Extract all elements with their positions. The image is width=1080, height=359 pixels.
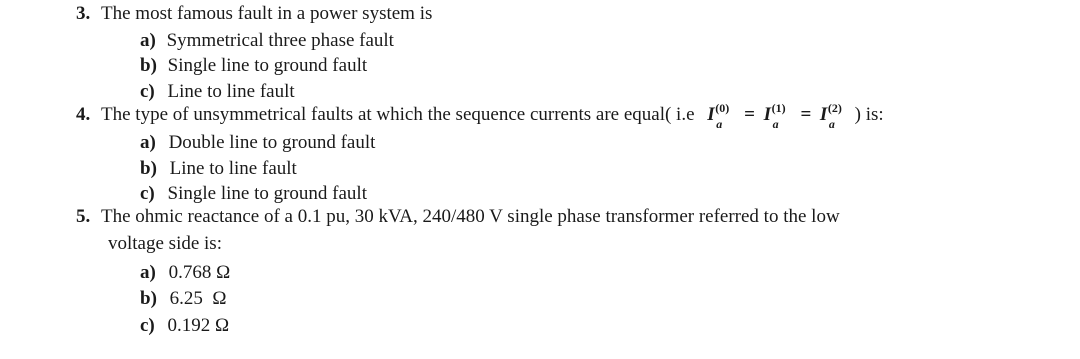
current-symbol: I <box>763 104 771 125</box>
question-number: 5. <box>76 206 91 227</box>
question-text: The type of unsymmetrical faults at which the sequence currents are equal( i.e <box>101 104 695 125</box>
option-text: Line to line fault <box>167 81 295 102</box>
option-label: c) <box>140 315 155 336</box>
superscript: (0) <box>715 101 730 115</box>
option-text: Single line to ground fault <box>167 55 368 76</box>
current-term-positive <box>763 101 786 131</box>
sequence-current-equation <box>707 101 846 131</box>
option-label: a) <box>140 262 156 283</box>
option-3c <box>140 81 295 103</box>
option-label: a) <box>140 132 156 153</box>
option-4c <box>140 183 367 205</box>
option-label: c) <box>140 81 155 102</box>
question-text: The most famous fault in a power system is <box>101 3 433 24</box>
option-text: 0.768 Ω <box>168 262 231 283</box>
option-label: c) <box>140 183 155 204</box>
current-term-negative <box>819 101 842 131</box>
question-5 <box>76 206 840 228</box>
subscript: a <box>716 117 723 131</box>
option-text: 0.192 Ω <box>167 315 230 336</box>
option-3a <box>140 30 394 52</box>
question-number: 4. <box>76 104 91 125</box>
question-text: voltage side is: <box>108 233 222 254</box>
current-symbol: I <box>819 104 828 125</box>
current-symbol: I <box>707 104 715 125</box>
subscript: a <box>828 117 835 131</box>
question-5-continued <box>108 233 222 255</box>
option-4a <box>140 132 375 154</box>
option-5b <box>140 288 227 310</box>
question-text: The ohmic reactance of a 0.1 pu, 30 kVA, 240/480 V single phase transformer referred to the low <box>101 206 840 227</box>
superscript: (2) <box>827 101 842 115</box>
option-text: Line to line fault <box>169 158 297 179</box>
option-label: b) <box>140 288 157 309</box>
question-number: 3. <box>76 3 91 24</box>
equals-sign: = <box>800 104 812 125</box>
option-label: b) <box>140 158 157 179</box>
subscript: a <box>772 117 779 131</box>
option-label: b) <box>140 55 157 76</box>
current-term-zero <box>707 101 730 131</box>
option-label: a) <box>140 30 156 51</box>
option-5c <box>140 315 229 337</box>
equation-closing: ) is: <box>854 104 884 125</box>
option-text: Symmetrical three phase fault <box>166 30 394 51</box>
superscript: (1) <box>771 101 786 115</box>
question-3 <box>76 3 432 25</box>
option-3b <box>140 55 367 77</box>
option-text: Double line to ground fault <box>168 132 376 153</box>
option-text: Single line to ground fault <box>167 183 367 204</box>
equals-sign: = <box>744 104 755 125</box>
option-text: 6.25 Ω <box>169 288 227 309</box>
option-4b <box>140 158 297 180</box>
question-4 <box>76 101 884 131</box>
option-5a <box>140 262 230 284</box>
